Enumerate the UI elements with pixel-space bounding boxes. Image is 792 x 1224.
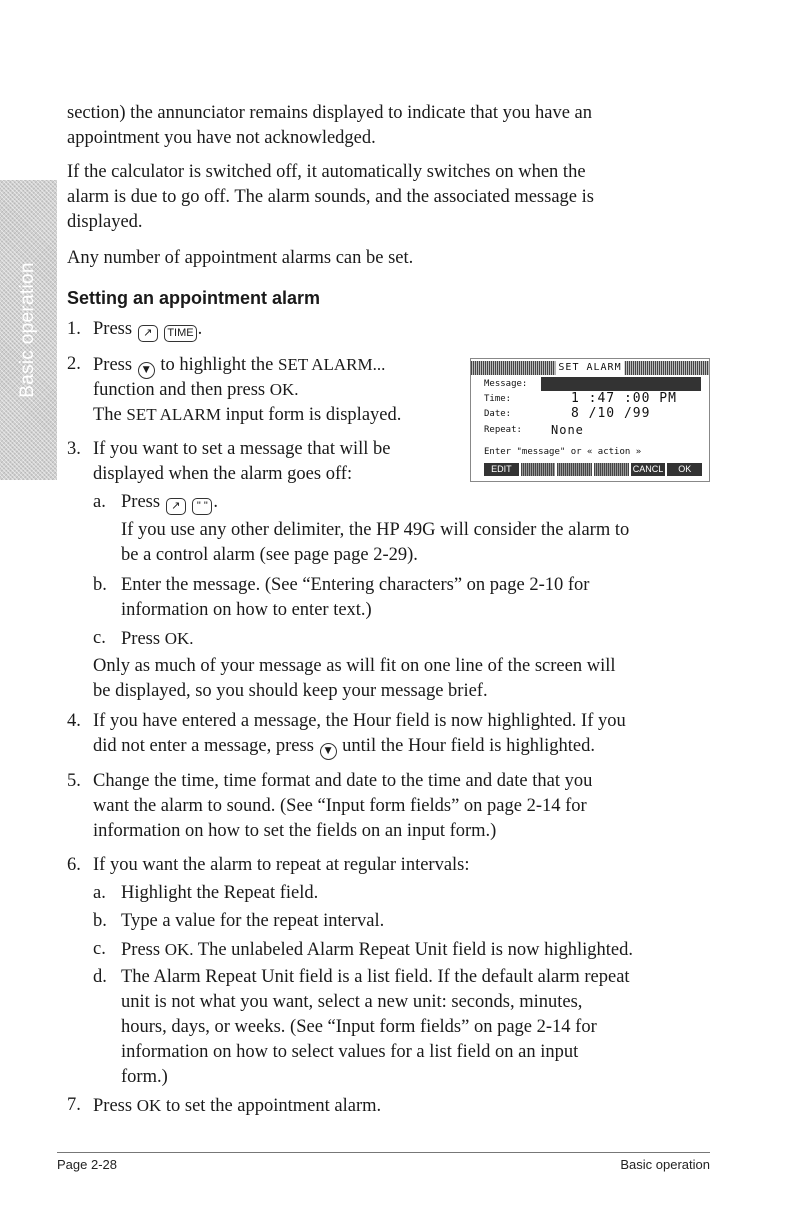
intro-line-1: section) the annunciator remains displayed to indicate that you have an [67, 103, 593, 123]
step-3a-line-1: Press ↗ " " . [121, 490, 218, 515]
step-3c-press: Press [121, 629, 161, 649]
step-6a-number: a. [93, 883, 106, 903]
step-2-press: Press [93, 355, 133, 375]
screen-title: SET ALARM [555, 361, 624, 375]
message-field-highlight [541, 377, 701, 391]
ok-command: OK. [269, 380, 299, 399]
step-2-line-3 [93, 402, 401, 428]
repeat-label: Repeat: [484, 425, 522, 435]
step-6d-line-1: The Alarm Repeat Unit field is a list field. If the default alarm repeat [121, 967, 630, 987]
right-shift-key-icon: ↗ [138, 325, 158, 342]
repeat-value: None [551, 423, 584, 437]
menu-blank-1 [521, 463, 556, 476]
set-alarm-command: SET ALARM... [278, 355, 386, 374]
step-7 [93, 1093, 381, 1119]
date-label: Date: [484, 409, 512, 419]
menu-blank-3 [594, 463, 629, 476]
step-3b-line-1: Enter the message. (See “Entering characters” on page 2-10 for [121, 575, 590, 595]
date-value: 8 /10 /99 [571, 406, 651, 421]
step-6b-number: b. [93, 911, 107, 931]
step-6c-press: Press [121, 940, 161, 960]
intro-p3: Any number of appointment alarms can be set. [67, 248, 414, 268]
step-7-number: 7. [67, 1095, 81, 1115]
step-6-line-1: If you want the alarm to repeat at regular intervals: [93, 855, 470, 875]
step-4-line-2-b: until the Hour field is highlighted. [342, 736, 595, 756]
step-3b-number: b. [93, 575, 107, 595]
step-2-line-1 [93, 352, 385, 379]
menu-cancel: CANCL [631, 463, 666, 476]
step-3-line-1: If you want to set a message that will be [93, 439, 391, 459]
set-alarm-screen [470, 358, 710, 482]
screen-title-bar [471, 361, 709, 375]
step-3-line-2: displayed when the alarm goes off: [93, 464, 353, 484]
right-shift-key-icon: ↗ [166, 498, 186, 515]
step-3a-press: Press [121, 492, 161, 512]
step-2-line-2-text: function and then press [93, 380, 266, 400]
step-4-line-2-a: did not enter a message, press [93, 736, 314, 756]
screen-menu [484, 463, 702, 476]
intro-p2-line-2: alarm is due to go off. The alarm sounds, and the associated message is [67, 187, 594, 207]
step-4-line-1: If you have entered a message, the Hour field is now highlighted. If you [93, 711, 626, 731]
menu-ok: OK [667, 463, 702, 476]
step-2-line-3-b: input form is displayed. [225, 405, 402, 425]
note-line-2: be displayed, so you should keep your message brief. [93, 681, 488, 701]
step-6c [121, 937, 633, 963]
step-2-line-2 [93, 377, 299, 403]
menu-edit: EDIT [484, 463, 519, 476]
step-3a-line-2: If you use any other delimiter, the HP 49G will consider the alarm to [121, 520, 630, 540]
step-2-line-3-a: The [93, 405, 122, 425]
quote-key-icon: " " [192, 498, 212, 515]
ok-command: OK [136, 1096, 162, 1115]
step-6d-number: d. [93, 967, 107, 987]
step-2-text: to highlight the [160, 355, 274, 375]
step-7-press: Press [93, 1096, 133, 1116]
down-arrow-key-icon: ▼ [320, 743, 337, 760]
step-3b-line-2: information on how to enter text.) [121, 600, 372, 620]
step-6b: Type a value for the repeat interval. [121, 911, 385, 931]
footer-section: Basic operation [620, 1157, 710, 1172]
intro-p2-line-1: If the calculator is switched off, it automatically switches on when the [67, 162, 586, 182]
step-6d-line-3: hours, days, or weeks. (See “Input form fields” on page 2-14 for [121, 1017, 597, 1037]
time-key-icon: TIME [164, 325, 196, 342]
time-value: 1 :47 :00 PM [571, 391, 677, 406]
section-heading: Setting an appointment alarm [67, 288, 321, 308]
ok-command: OK. [164, 629, 194, 648]
step-6-number: 6. [67, 855, 81, 875]
step-3c-number: c. [93, 628, 106, 648]
step-5-line-1: Change the time, time format and date to the time and date that you [93, 771, 593, 791]
set-alarm-form-name: SET ALARM [126, 405, 222, 424]
ok-command: OK. [164, 940, 194, 959]
footer-page-number: Page 2-28 [57, 1157, 117, 1172]
step-6d-line-2: unit is not what you want, select a new unit: seconds, minutes, [121, 992, 583, 1012]
step-6c-number: c. [93, 939, 106, 959]
step-6a: Highlight the Repeat field. [121, 883, 319, 903]
step-1-number: 1. [67, 319, 81, 339]
step-4-number: 4. [67, 711, 81, 731]
step-3a-number: a. [93, 492, 106, 512]
note-line-1: Only as much of your message as will fit on one line of the screen will [93, 656, 616, 676]
side-tab-label: Basic operation [17, 262, 38, 398]
step-5-number: 5. [67, 771, 81, 791]
footer-rule [57, 1152, 710, 1153]
step-2-number: 2. [67, 354, 81, 374]
step-3-number: 3. [67, 439, 81, 459]
intro-p2-line-3: displayed. [67, 212, 143, 232]
step-5-line-3: information on how to set the fields on an input form.) [93, 821, 497, 841]
step-3c [121, 626, 194, 652]
step-7-text: to set the appointment alarm. [165, 1096, 382, 1116]
step-1-text: Press [93, 319, 133, 339]
step-6d-line-5: form.) [121, 1067, 168, 1087]
intro-line-2: appointment you have not acknowledged. [67, 128, 376, 148]
screen-prompt: Enter "message" or « action » [484, 447, 642, 457]
step-6d-line-4: information on how to select values for a list field on an input [121, 1042, 579, 1062]
step-4-line-2 [93, 734, 595, 760]
step-1: Press ↗ TIME . [93, 317, 202, 342]
step-5-line-2: want the alarm to sound. (See “Input form fields” on page 2-14 for [93, 796, 587, 816]
down-arrow-key-icon: ▼ [138, 362, 155, 379]
time-label: Time: [484, 394, 512, 404]
step-3a-line-3: be a control alarm (see page page 2-29). [121, 545, 418, 565]
step-6c-text: The unlabeled Alarm Repeat Unit field is now highlighted. [197, 940, 633, 960]
menu-blank-2 [557, 463, 592, 476]
message-label: Message: [484, 379, 528, 389]
